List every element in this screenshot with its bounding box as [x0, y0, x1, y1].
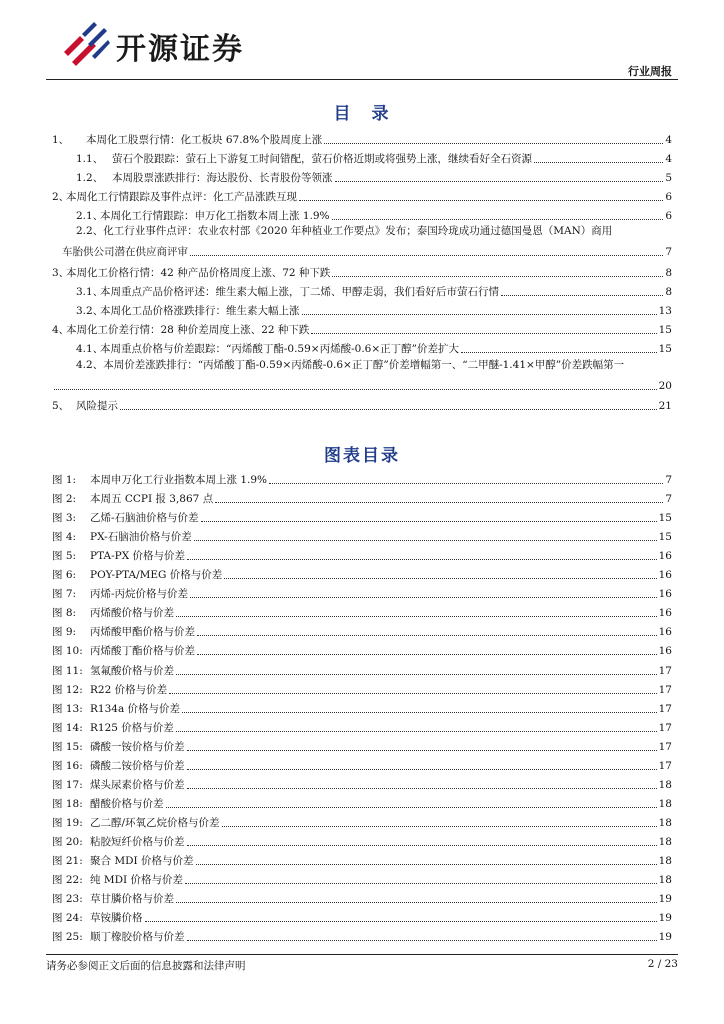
figure-label: 图 23: — [52, 893, 83, 906]
figure-page: 17 — [658, 702, 672, 715]
leader-dots — [187, 845, 657, 846]
leader-dots — [196, 864, 657, 865]
figure-entry[interactable] — [52, 662, 672, 678]
toc-entry-page: 5 — [665, 172, 672, 184]
toc-entry-number: 2、 — [52, 191, 70, 203]
figure-label: 图 1: — [52, 474, 77, 486]
figure-label: 图 5: — [52, 550, 77, 563]
figure-entry[interactable] — [52, 642, 672, 658]
figure-entry[interactable] — [52, 795, 672, 811]
figure-text: 粘胶短纤价格与价差 — [90, 835, 185, 848]
figure-entry[interactable] — [52, 833, 672, 849]
leader-dots — [176, 616, 657, 617]
report-type: 行业周报 — [628, 65, 672, 78]
figure-text: R22 价格与价差 — [90, 683, 168, 696]
figure-label: 图 10: — [52, 645, 83, 658]
figure-page: 19 — [658, 931, 672, 944]
leader-dots — [332, 276, 663, 277]
figure-page: 7 — [665, 493, 672, 506]
toc-entry-page: 8 — [665, 286, 672, 298]
figure-entry[interactable] — [52, 700, 672, 716]
toc-entry-wrapped[interactable] — [76, 358, 624, 372]
figure-entry[interactable] — [52, 719, 672, 735]
figure-label: 图 13: — [52, 702, 83, 715]
figure-label: 图 14: — [52, 721, 83, 734]
figure-page: 18 — [658, 874, 672, 887]
toc-entry-page: 13 — [658, 305, 672, 317]
leader-dots — [324, 143, 663, 144]
leader-dots — [182, 712, 657, 713]
figure-label: 图 7: — [52, 588, 77, 601]
figure-page: 19 — [658, 912, 672, 925]
figure-text: 氢氟酸价格与价差 — [90, 664, 174, 677]
figure-label: 图 24: — [52, 912, 83, 925]
figure-page: 18 — [658, 778, 672, 791]
toc-entry-number: 1、 — [52, 134, 70, 146]
figure-page: 17 — [658, 721, 672, 734]
toc-entry-page: 4 — [665, 153, 672, 165]
header-divider — [46, 79, 678, 80]
toc-entry-number: 2.2、 — [76, 225, 104, 237]
toc-entry[interactable] — [52, 264, 672, 280]
leader-dots — [187, 559, 657, 560]
figure-label: 图 2: — [52, 493, 77, 506]
figure-page: 16 — [658, 569, 672, 582]
toc-entry-text: 本周重点价格与价差跟踪：“丙烯酸丁酯-0.59×丙烯酸-0.6×正丁醇”价差扩大 — [100, 343, 460, 355]
toc-entry-page: 20 — [658, 380, 672, 392]
figure-entry[interactable] — [52, 604, 672, 620]
toc-entry-text: 本周化工股票行情：化工板块 67.8%个股周度上涨 — [86, 134, 323, 146]
toc-entry-text: 本周价差涨跌排行：“丙烯酸丁酯-0.59×丙烯酸-0.6×正丁醇”价差增幅第一、“二甲醚-1.41×甲醇”价差跌幅第一 — [103, 359, 625, 371]
figure-label: 图 9: — [52, 626, 77, 639]
toc-entry-text: 萤石个股跟踪：萤石上下游复工时间错配，萤石价格近期或将强势上涨，继续看好全石资源 — [112, 153, 532, 165]
figure-page: 17 — [658, 683, 672, 696]
figure-page: 18 — [658, 835, 672, 848]
figure-page: 18 — [658, 855, 672, 867]
leader-dots — [302, 314, 657, 315]
toc-entry-text: 本周股票涨跌排行：海达股份、长青股份等领涨 — [112, 172, 333, 184]
toc-entry-text: 本周化工行情跟踪及事件点评：化工产品涨跌互现 — [66, 191, 297, 203]
leader-dots — [166, 807, 657, 808]
brand-name: 开源证券 — [116, 32, 244, 67]
toc-entry-text: 本周化工品价格涨跌排行：维生素大幅上涨 — [100, 305, 300, 317]
figure-label: 图 19: — [52, 816, 83, 829]
leader-dots — [201, 521, 657, 522]
figure-text: 醋酸价格与价差 — [90, 797, 164, 810]
toc-entry-number: 4.2、 — [76, 359, 104, 371]
figure-text: 乙烯-石脑油价格与价差 — [90, 512, 199, 525]
toc-entry-number: 4、 — [52, 324, 70, 336]
toc-entry[interactable] — [52, 321, 672, 337]
toc-title: 目 录 — [333, 104, 391, 124]
toc-entry-text: 本周化工价差行情：28 种价差周度上涨、22 种下跌 — [66, 324, 310, 336]
figure-page: 15 — [658, 512, 672, 525]
figure-label: 图 22: — [52, 874, 83, 887]
leader-dots — [311, 333, 656, 334]
figure-entry[interactable] — [52, 509, 672, 525]
page-number: 2 / 23 — [647, 958, 678, 970]
toc-entry-number: 5、 — [52, 400, 70, 412]
leader-dots — [215, 502, 663, 503]
leader-dots — [120, 409, 657, 410]
figure-entry[interactable] — [52, 852, 672, 868]
figure-page: 16 — [658, 626, 672, 639]
figure-text: 丙烯酸甲酯价格与价差 — [90, 626, 195, 639]
logo-mark-icon — [62, 22, 110, 66]
figure-label: 图 25: — [52, 931, 83, 944]
figure-page: 19 — [658, 893, 672, 906]
leader-dots — [501, 295, 663, 296]
figure-page: 16 — [658, 550, 672, 563]
toc-entry-text: 本周化工行情跟踪：申万化工指数本周上涨 1.9% — [100, 210, 330, 222]
figure-text: PX-石脑油价格与价差 — [90, 531, 192, 544]
leader-dots — [269, 483, 663, 484]
toc-entry-number: 1.2、 — [76, 172, 104, 184]
leader-dots — [176, 731, 657, 732]
leader-dots — [461, 352, 657, 353]
figure-page: 17 — [658, 759, 672, 772]
figure-entry[interactable] — [52, 585, 672, 601]
toc-entry-page: 21 — [658, 400, 672, 412]
figure-text: 磷酸一铵价格与价差 — [90, 740, 185, 753]
toc-entry[interactable] — [76, 340, 672, 356]
figure-page: 18 — [658, 816, 672, 829]
figure-label: 图 3: — [52, 512, 77, 525]
figure-label: 图 16: — [52, 759, 83, 772]
figure-entry[interactable] — [52, 757, 672, 773]
leader-dots — [190, 597, 657, 598]
toc-entry-page: 4 — [665, 134, 672, 146]
figure-label: 图 18: — [52, 797, 83, 810]
leader-dots — [335, 181, 664, 182]
figure-page: 16 — [658, 588, 672, 601]
toc-entry-page: 15 — [658, 343, 672, 355]
figure-text: 丙烯-丙烷价格与价差 — [90, 588, 189, 601]
leader-dots — [222, 826, 657, 827]
leader-dots — [169, 693, 657, 694]
figure-page: 16 — [658, 645, 672, 658]
figure-text: 煤头尿素价格与价差 — [90, 778, 185, 791]
figure-entry[interactable] — [52, 681, 672, 697]
figure-text: 顺丁橡胶价格与价差 — [90, 931, 185, 944]
leader-dots — [332, 219, 664, 220]
leader-dots — [187, 788, 657, 789]
leader-dots — [176, 674, 657, 675]
figure-label: 图 6: — [52, 569, 77, 582]
figure-label: 图 17: — [52, 778, 83, 791]
toc-entry-page: 15 — [658, 324, 672, 336]
toc-entry-text: 风险提示 — [76, 400, 118, 412]
leader-dots — [224, 578, 656, 579]
toc-entry-number: 3.2、 — [76, 305, 104, 317]
company-logo — [62, 22, 282, 67]
footer-disclaimer: 请务必参阅正文后面的信息披露和法律声明 — [46, 960, 246, 972]
figure-entry[interactable] — [52, 471, 672, 487]
toc-entry-page: 6 — [665, 210, 672, 222]
figure-entry[interactable] — [52, 490, 672, 506]
figure-page: 16 — [658, 607, 672, 620]
figure-label: 图 4: — [52, 531, 77, 544]
figure-page: 7 — [665, 474, 672, 486]
figure-page: 17 — [658, 664, 672, 677]
leader-dots — [176, 902, 657, 903]
toc-entry[interactable] — [52, 131, 672, 147]
leader-dots — [187, 769, 657, 770]
figure-entry[interactable] — [52, 623, 672, 639]
toc-entry-number: 4.1、 — [76, 343, 104, 355]
figure-entry[interactable] — [52, 547, 672, 563]
toc-entry-text-continued: 车胎供公司潜在供应商评审 — [62, 246, 188, 258]
toc-entry-continuation[interactable] — [52, 377, 672, 393]
figure-text: POY-PTA/MEG 价格与价差 — [90, 569, 223, 582]
toc-entry-continuation[interactable] — [62, 243, 672, 259]
leader-dots — [190, 255, 663, 256]
toc-entry[interactable] — [76, 207, 672, 223]
figures-title: 图表目录 — [324, 446, 400, 466]
toc-entry-number: 3、 — [52, 267, 70, 279]
toc-entry-number: 1.1、 — [76, 153, 104, 165]
toc-entry-wrapped[interactable] — [76, 224, 612, 238]
leader-dots — [187, 750, 657, 751]
leader-dots — [299, 200, 663, 201]
toc-entry-page: 7 — [665, 246, 672, 258]
figure-entry[interactable] — [52, 566, 672, 582]
toc-entry-page: 6 — [665, 191, 672, 203]
figure-label: 图 12: — [52, 683, 83, 696]
toc-entry[interactable] — [76, 283, 672, 299]
leader-dots — [197, 654, 657, 655]
toc-entry[interactable] — [76, 302, 672, 318]
figure-text: R125 价格与价差 — [90, 721, 174, 734]
figure-label: 图 20: — [52, 835, 83, 848]
leader-dots — [187, 940, 657, 941]
figure-text: 本周五 CCPI 报 3,867 点 — [90, 493, 214, 506]
figure-entry[interactable] — [52, 890, 672, 906]
figure-entry[interactable] — [52, 528, 672, 544]
figure-label: 图 15: — [52, 740, 83, 753]
toc-entry-number: 3.1、 — [76, 286, 104, 298]
figure-entry[interactable] — [52, 776, 672, 792]
footer-divider — [46, 954, 678, 955]
leader-dots — [194, 540, 657, 541]
figure-text: 草甘膦价格与价差 — [90, 893, 174, 906]
toc-entry[interactable] — [52, 188, 672, 204]
figure-text: 本周申万化工行业指数本周上涨 1.9% — [90, 474, 268, 486]
figure-text: PTA-PX 价格与价差 — [90, 550, 186, 563]
figure-page: 18 — [658, 797, 672, 810]
toc-entry-text: 本周化工价格行情：42 种产品价格周度上涨、72 种下跌 — [66, 267, 331, 279]
figure-entry[interactable] — [52, 738, 672, 754]
figure-label: 图 8: — [52, 607, 77, 620]
figure-text: 磷酸二铵价格与价差 — [90, 759, 185, 772]
figure-text: 丙烯酸丁酯价格与价差 — [90, 645, 195, 658]
figure-label: 图 11: — [52, 664, 83, 677]
toc-entry-text: 化工行业事件点评：农业农村部《2020 年种植业工作要点》发布；泰国玲珑成功通过德国曼恩（MAN）商用 — [103, 225, 613, 237]
toc-entry-number: 2.1、 — [76, 210, 104, 222]
figure-text: 聚合 MDI 价格与价差 — [90, 855, 194, 867]
toc-entry[interactable] — [52, 397, 672, 413]
leader-dots — [197, 635, 657, 636]
figure-page: 15 — [658, 531, 672, 544]
toc-entry[interactable] — [76, 150, 672, 166]
leader-dots — [185, 883, 657, 884]
figure-text: 纯 MDI 价格与价差 — [90, 874, 183, 887]
figure-entry[interactable] — [52, 928, 672, 944]
toc-entry-text: 本周重点产品价格评述：维生素大幅上涨，丁二烯、甲醇走弱，我们看好后市萤石行情 — [100, 286, 499, 298]
leader-dots — [534, 162, 663, 163]
toc-entry[interactable] — [76, 169, 672, 185]
figure-entry[interactable] — [52, 909, 672, 925]
figure-label: 图 21: — [52, 855, 83, 867]
leader-dots — [54, 389, 657, 390]
leader-dots — [145, 921, 657, 922]
figure-text: 草铵膦价格 — [90, 912, 143, 925]
toc-entry-page: 8 — [665, 267, 672, 279]
figure-page: 17 — [658, 740, 672, 753]
figure-text: R134a 价格与价差 — [90, 702, 181, 715]
figure-text: 乙二醇/环氧乙烷价格与价差 — [90, 816, 220, 829]
figure-text: 丙烯酸价格与价差 — [90, 607, 174, 620]
figure-entry[interactable] — [52, 814, 672, 830]
figure-entry[interactable] — [52, 871, 672, 887]
